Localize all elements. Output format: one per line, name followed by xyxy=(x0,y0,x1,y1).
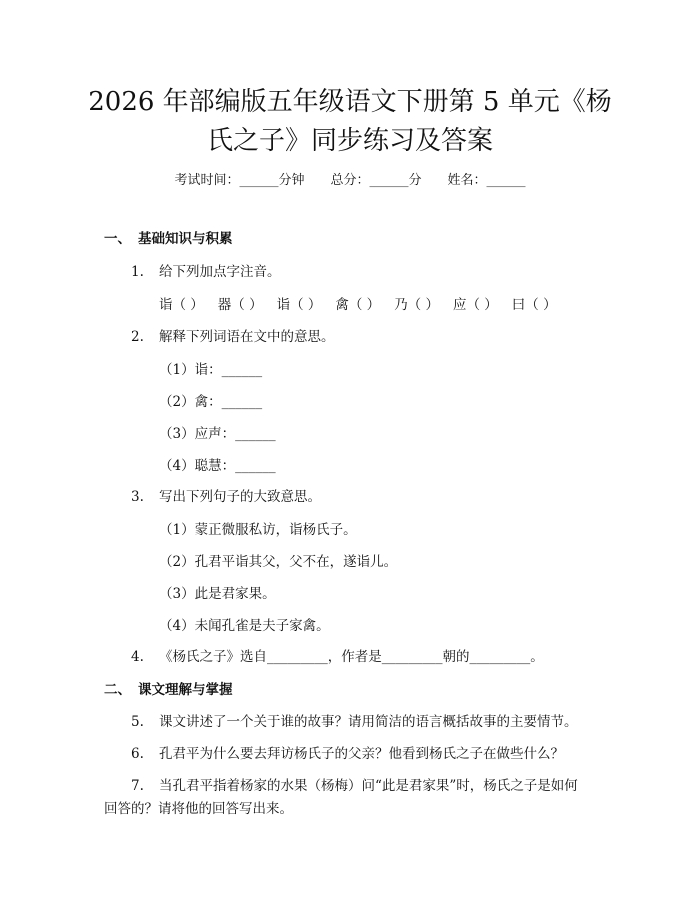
exam-time-field: 考试时间：______分钟 xyxy=(174,173,305,188)
char-item: 应（ ） xyxy=(452,297,498,313)
question-number: 3. xyxy=(131,489,144,505)
question-text-line-1: 当孔君平指着杨家的水果（杨梅）问“此是君家果”时，杨氏之子是如何 xyxy=(159,778,578,794)
char-item: 乃（ ） xyxy=(394,297,439,313)
char-item: 诣（ ） xyxy=(276,297,322,313)
question-text: 《杨氏之子》选自_________，作者是_________朝的_________。 xyxy=(159,649,544,665)
question-2 xyxy=(131,327,335,347)
question-7-continued: 回答的？请将他的回答写出来。 xyxy=(104,801,293,817)
section-title: 基础知识与积累 xyxy=(138,231,233,247)
question-number: 5. xyxy=(131,714,144,730)
sub-item: （4）聪慧：______ xyxy=(159,458,276,474)
question-number: 1. xyxy=(131,264,144,280)
section-heading-1 xyxy=(104,229,233,249)
sub-item: （3）此是君家果。 xyxy=(159,586,276,602)
question-6 xyxy=(131,744,564,764)
char-item: 禽（ ） xyxy=(335,297,381,313)
question-number: 6. xyxy=(131,746,144,762)
sub-item: （3）应声：______ xyxy=(159,426,276,442)
question-7 xyxy=(131,776,578,796)
question-text: 给下列加点字注音。 xyxy=(159,264,281,280)
question-number: 4. xyxy=(131,649,144,665)
sub-item: （1）蒙正微服私访，诣杨氏子。 xyxy=(159,522,357,538)
section-heading-2 xyxy=(104,680,233,700)
sub-item: （2）禽：______ xyxy=(159,394,263,410)
char-item: 曰（ ） xyxy=(511,297,557,313)
sub-item: （4）未闻孔雀是夫子家禽。 xyxy=(159,618,330,634)
section-number: 一、 xyxy=(104,231,131,247)
question-number: 2. xyxy=(131,329,144,345)
page-title-line-2: 氏之子》同步练习及答案 xyxy=(206,126,493,156)
section-title: 课文理解与掌握 xyxy=(138,682,233,698)
char-item: 器（ ） xyxy=(217,297,263,313)
question-text: 课文讲述了一个关于谁的故事？请用简洁的语言概括故事的主要情节。 xyxy=(159,714,578,730)
sub-item: （1）诣：______ xyxy=(159,362,263,378)
pinyin-char-list xyxy=(159,295,571,315)
exam-meta xyxy=(0,169,700,188)
question-text: 写出下列句子的大致意思。 xyxy=(159,489,321,505)
section-number: 二、 xyxy=(104,682,131,698)
total-score-field: 总分：______分 xyxy=(330,173,422,188)
question-3 xyxy=(131,487,321,507)
question-1 xyxy=(131,262,281,282)
page-title-line-1: 2026 年部编版五年级语文下册第 5 单元《杨 xyxy=(88,87,612,117)
question-4 xyxy=(131,647,544,667)
question-text: 孔君平为什么要去拜访杨氏子的父亲？他看到杨氏之子在做些什么？ xyxy=(159,746,564,762)
question-text: 解释下列词语在文中的意思。 xyxy=(159,329,335,345)
name-field: 姓名：______ xyxy=(447,173,526,188)
sub-item: （2）孔君平诣其父，父不在，遂诣儿。 xyxy=(159,554,398,570)
char-item: 诣（ ） xyxy=(159,297,204,313)
question-number: 7. xyxy=(131,778,144,794)
question-5 xyxy=(131,712,578,732)
